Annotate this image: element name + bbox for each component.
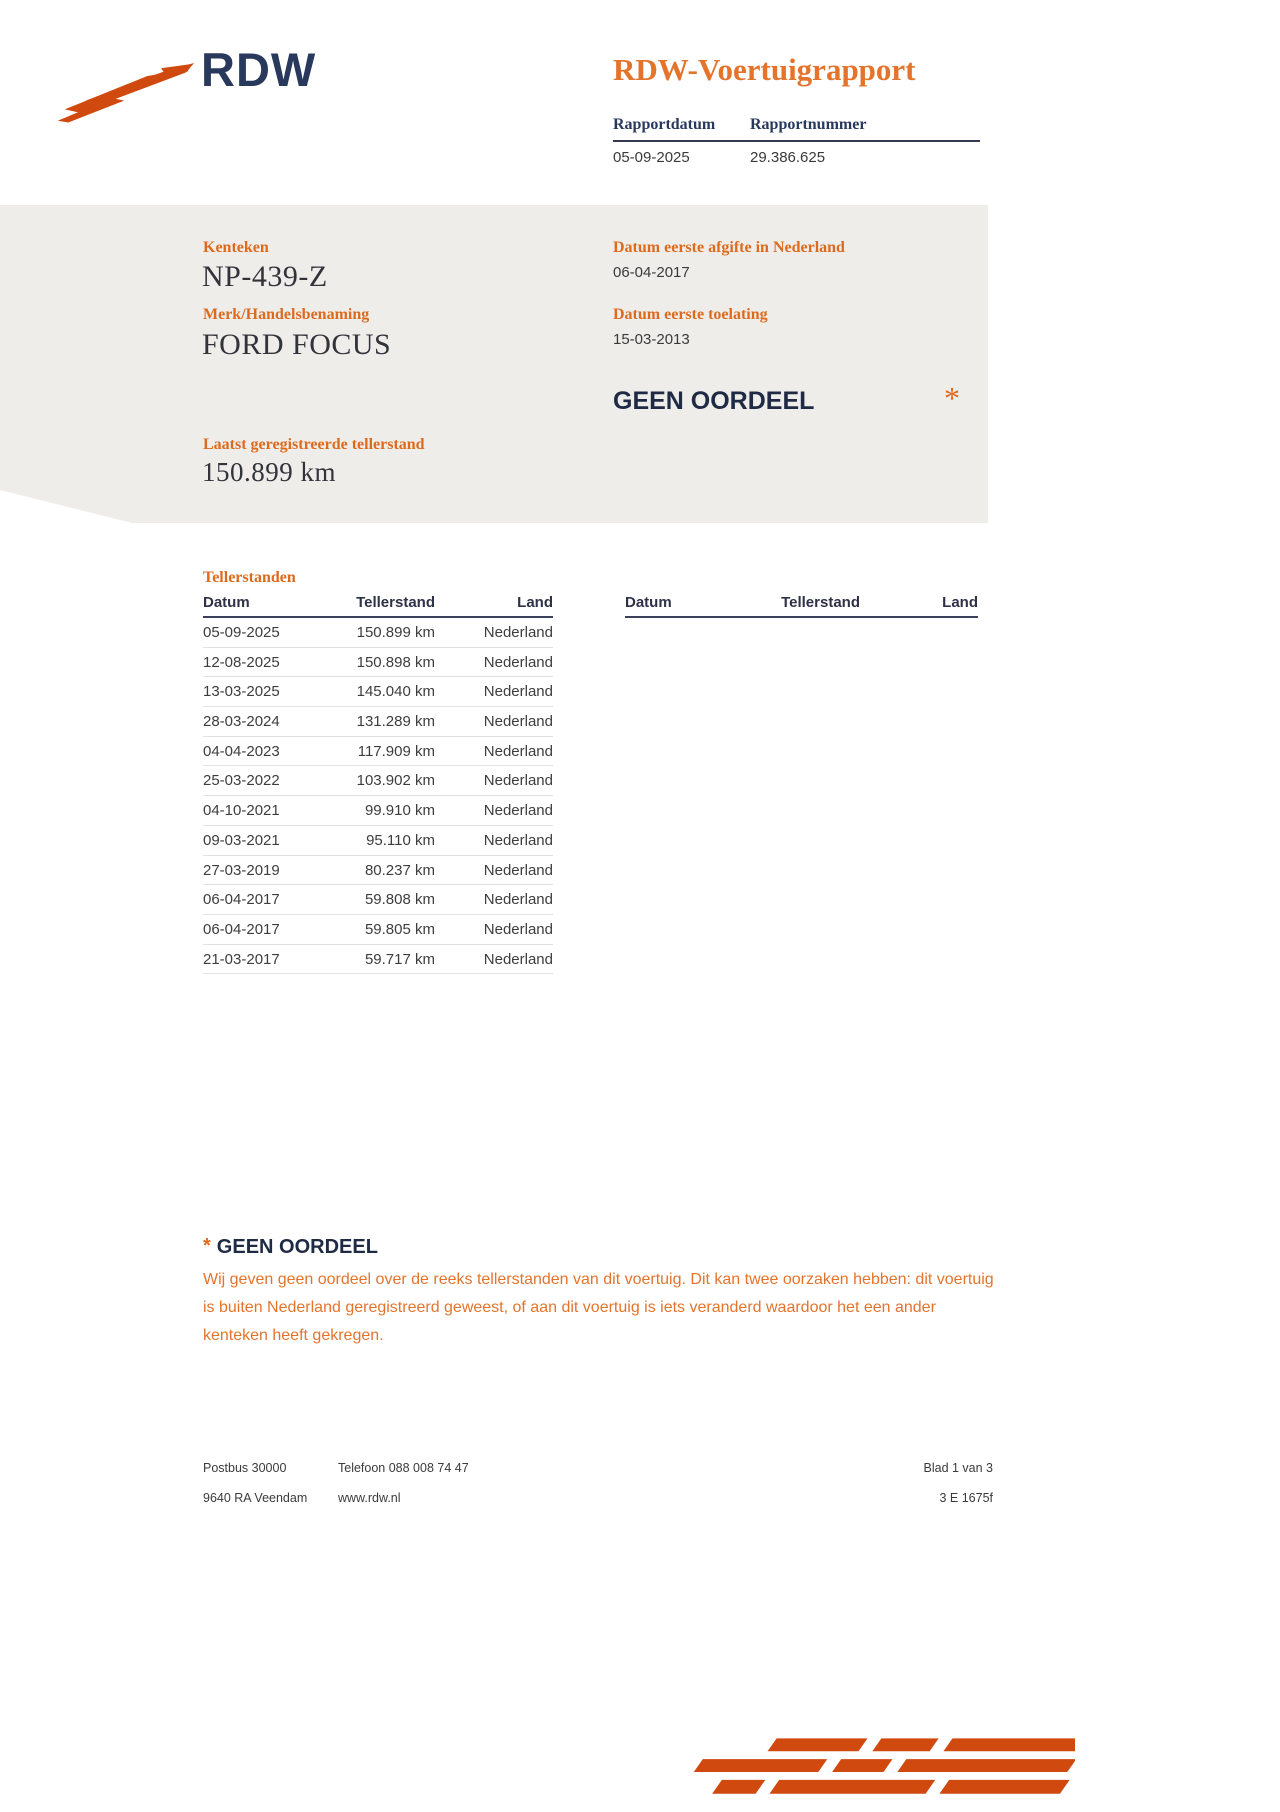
kenteken-label: Kenteken (203, 239, 269, 256)
verdict-asterisk: * (944, 380, 960, 416)
report-date-label: Rapportdatum (613, 116, 716, 133)
table-cell: 06-04-2017 (203, 920, 280, 938)
column-header-land: Land (942, 594, 978, 611)
table-row (203, 737, 553, 767)
table-cell: 13-03-2025 (203, 683, 280, 701)
table-cell: 04-04-2023 (203, 742, 280, 760)
odometer-table-left-body (203, 618, 553, 974)
table-row (203, 915, 553, 945)
table-row (203, 826, 553, 856)
table-cell: 12-08-2025 (203, 653, 280, 671)
section-title-tellerstanden: Tellerstanden (203, 569, 296, 586)
kenteken-value: NP-439-Z (202, 260, 328, 293)
report-date-value: 05-09-2025 (613, 149, 690, 166)
table-cell: Nederland (483, 831, 553, 849)
table-row (203, 885, 553, 915)
table-cell: Nederland (483, 802, 553, 820)
table-cell: Nederland (483, 683, 553, 701)
table-row (203, 618, 553, 648)
table-cell: 28-03-2024 (203, 713, 280, 731)
report-number-label: Rapportnummer (750, 116, 867, 133)
rdw-logo-text: RDW (201, 43, 317, 96)
table-cell: 145.040 km (356, 683, 435, 701)
table-cell: 59.717 km (364, 950, 435, 968)
rdw-wing-icon (56, 58, 196, 124)
table-cell: Nederland (483, 772, 553, 790)
first-issue-value: 06-04-2017 (613, 264, 690, 281)
table-cell: 25-03-2022 (203, 772, 280, 790)
table-cell: 80.237 km (364, 861, 435, 879)
table-cell: Nederland (483, 861, 553, 879)
table-cell: Nederland (483, 624, 553, 641)
table-cell: 95.110 km (366, 831, 435, 849)
odometer-table-left (203, 594, 553, 974)
table-row (203, 856, 553, 886)
table-row (203, 766, 553, 796)
table-cell: Nederland (483, 653, 553, 671)
first-admission-label: Datum eerste toelating (613, 306, 768, 323)
brand-label: Merk/Handelsbenaming (203, 306, 370, 323)
document-title: RDW-Voertuigrapport (613, 52, 916, 87)
column-header-tellerstand: Tellerstand (356, 594, 435, 611)
table-row (203, 707, 553, 737)
footer-page-number: Blad 1 van 3 (923, 1461, 993, 1475)
bottom-stripes-graphic (660, 1738, 1075, 1800)
table-cell: 131.289 km (356, 713, 435, 731)
table-cell: 59.808 km (364, 891, 435, 909)
table-row (203, 945, 553, 975)
footer-website: www.rdw.nl (338, 1491, 401, 1505)
table-cell: 117.909 km (357, 742, 435, 760)
table-cell: 06-04-2017 (203, 891, 280, 909)
table-cell: 09-03-2021 (203, 831, 280, 849)
column-header-datum: Datum (203, 594, 250, 611)
brand-value: FORD FOCUS (202, 328, 392, 361)
table-cell: Nederland (483, 713, 553, 731)
report-number-value: 29.386.625 (750, 149, 826, 166)
table-row (203, 796, 553, 826)
table-cell: 05-09-2025 (203, 624, 280, 641)
odometer-label: Laatst geregistreerde tellerstand (203, 436, 425, 453)
report-meta-labels (613, 116, 980, 142)
footer-address-line1: Postbus 30000 (203, 1461, 287, 1475)
table-cell: Nederland (483, 742, 553, 760)
odometer-table-right-header (625, 594, 978, 618)
footer-address-line2: 9640 RA Veendam (203, 1491, 308, 1505)
odometer-value: 150.899 km (202, 457, 337, 487)
table-cell: Nederland (483, 920, 553, 938)
column-header-tellerstand: Tellerstand (781, 594, 860, 611)
table-cell: 04-10-2021 (203, 802, 280, 820)
column-header-land: Land (517, 594, 553, 611)
table-cell: 150.899 km (356, 624, 435, 641)
verdict-text: GEEN OORDEEL (613, 387, 815, 415)
table-row (203, 677, 553, 707)
note-body: Wij geven geen oordeel over de reeks tellerstanden van dit voertuig. Dit kan twee oorzaken hebben: dit voertuig is buiten Nederland geregistreerd geweest, of aan dit voertuig is iets veranderd waardoor het een ander kenteken heeft gekregen. (203, 1271, 994, 1344)
table-cell: 150.898 km (356, 653, 435, 671)
table-cell: Nederland (483, 950, 553, 968)
first-issue-label: Datum eerste afgifte in Nederland (613, 239, 845, 256)
table-cell: 27-03-2019 (203, 861, 280, 879)
report-meta (613, 116, 980, 166)
footer-phone: Telefoon 088 008 74 47 (338, 1461, 469, 1475)
table-cell: 103.902 km (356, 772, 435, 790)
footer-form-code: 3 E 1675f (939, 1491, 993, 1505)
odometer-table-left-header (203, 594, 553, 618)
odometer-table-right (625, 594, 978, 618)
column-header-datum: Datum (625, 594, 672, 611)
table-cell: 99.910 km (364, 802, 435, 820)
table-row (203, 648, 553, 678)
first-admission-value: 15-03-2013 (613, 331, 690, 348)
note-title (203, 1236, 378, 1259)
table-cell: 21-03-2017 (203, 950, 280, 968)
report-meta-values (613, 142, 980, 166)
table-cell: 59.805 km (364, 920, 435, 938)
note-asterisk: * (203, 1235, 211, 1257)
table-cell: Nederland (483, 891, 553, 909)
note-title-text: GEEN OORDEEL (216, 1236, 378, 1258)
